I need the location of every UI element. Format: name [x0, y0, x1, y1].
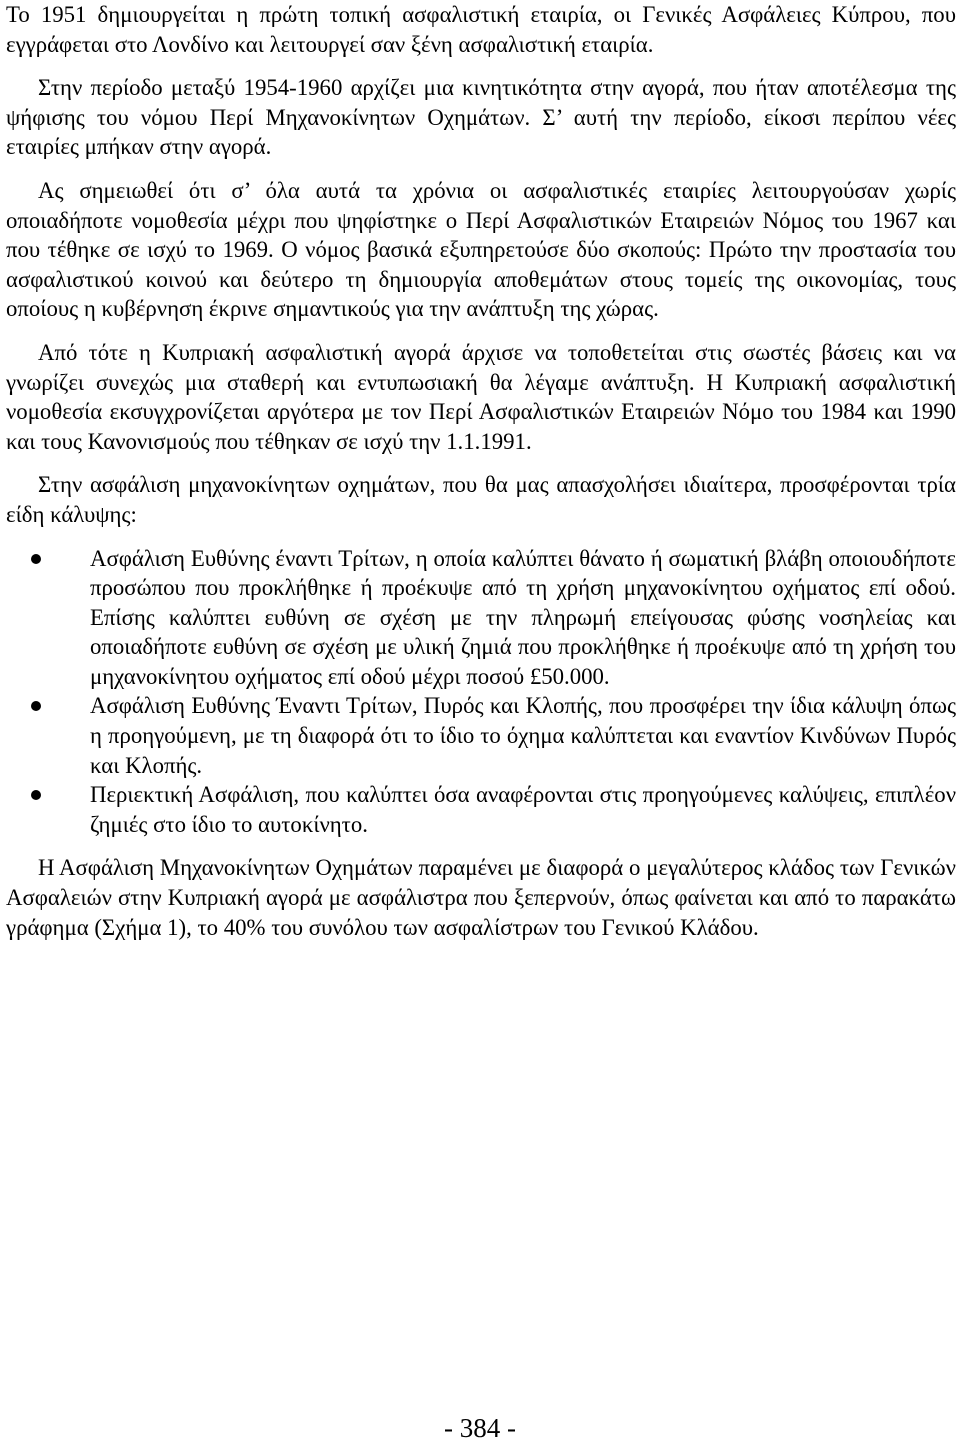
coverage-list: [6, 544, 956, 840]
list-item: [6, 691, 956, 780]
list-item: [6, 544, 956, 692]
paragraph-coverage-intro: Στην ασφάλιση μηχανοκίνητων οχημάτων, που θα μας απασχολήσει ιδιαίτερα, προσφέρονται τρία είδη κάλυψης:: [6, 472, 956, 527]
paragraph-legislation: Ας σημειωθεί ότι σ’ όλα αυτά τα χρόνια οι ασφαλιστικές εταιρίες λειτουργούσαν χωρίς οποιαδήποτε νομοθεσία μέχρι που ψηφίστηκε ο Περί Ασφαλιστικών Εταιρειών Νόμος του 1967 και που τέθηκε σε ισχύ το 1969. Ο νόμος βασικά εξυπηρετούσε δύο σκοπούς: Πρώτο την προστασία του ασφαλιστικού κοινού και δεύτερο τη δημιουργία αποθεμάτων στους τομείς της οικονομίας, τους οποίους η κυβέρνηση έκρινε σημαντικούς για την ανάπτυξη της χώρας.: [6, 177, 956, 322]
list-item-text: Ασφάλιση Ευθύνης Έναντι Τρίτων, Πυρός και Κλοπής, που προσφέρει την ίδια κάλυψη όπως η προηγούμενη, με τη διαφορά ότι το ίδιο το όχημα καλύπτεται και εναντίον Κινδύνων Πυρός και Κλοπής.: [90, 693, 956, 778]
list-item-text: Ασφάλιση Ευθύνης έναντι Τρίτων, η οποία καλύπτει θάνατο ή σωματική βλάβη οποιουδήποτε προσώπου που προκλήθηκε ή προέκυψε από τη χρήση μηχανοκίνητου οχήματος επί οδού. Επίσης καλύπτει ευθύνη σε σχέση με την πληρωμή επείγουσας φύσης νοσηλείας και οποιαδήποτε ευθύνη σε σχέση με υλική ζημιά που προκλήθηκε ή προέκυψε από τη χρήση του μηχανοκίνητου οχήματος επί οδού μέχρι ποσού £50.000.: [90, 545, 956, 689]
paragraph-closing: Η Ασφάλιση Μηχανοκίνητων Οχημάτων παραμένει με διαφορά ο μεγαλύτερος κλάδος των Γενικών Ασφαλειών στην Κυπριακή αγορά με ασφάλιστρα που ξεπερνούν, όπως φαίνεται και από το παρακάτω γράφημα (Σχήμα 1), το 40% του συνόλου των ασφαλίστρων του Γενικού Κλάδου.: [6, 855, 956, 940]
page-number: - 384 -: [444, 1413, 516, 1443]
list-item: [6, 780, 956, 839]
paragraph-1951: Το 1951 δημιουργείται η πρώτη τοπική ασφαλιστική εταιρία, οι Γενικές Ασφάλειες Κύπρου, που εγγράφεται στο Λονδίνο και λειτουργεί σαν ξένη ασφαλιστική εταιρία.: [6, 2, 956, 57]
bullet-icon: [31, 554, 41, 564]
list-item-text: Περιεκτική Ασφάλιση, που καλύπτει όσα αναφέρονται στις προηγούμενες καλύψεις, επιπλέον ζημιές στο ίδιο το αυτοκίνητο.: [90, 782, 956, 837]
bullet-icon: [31, 701, 41, 711]
paragraph-market-growth: Από τότε η Κυπριακή ασφαλιστική αγορά άρχισε να τοποθετείται στις σωστές βάσεις και να γνωρίζει συνεχώς μια σταθερή και εντυπωσιακή θα λέγαμε ανάπτυξη. Η Κυπριακή ασφαλιστική νομοθεσία εκσυγχρονίζεται αργότερα με τον Περί Ασφαλιστικών Εταιρειών Νόμο του 1984 και 1990 και τους Κανονισμούς που τέθηκαν σε ισχύ την 1.1.1991.: [6, 339, 956, 454]
document-body: [6, 0, 956, 942]
bullet-icon: [31, 790, 41, 800]
paragraph-1954-1960: Στην περίοδο μεταξύ 1954-1960 αρχίζει μια κινητικότητα στην αγορά, που ήταν αποτέλεσμα της ψήφισης του νόμου Περί Μηχανοκίνητων Οχημάτων. Σ’ αυτή την περίοδο, είκοσι περίπου νέες εταιρίες μπήκαν στην αγορά.: [6, 75, 956, 160]
